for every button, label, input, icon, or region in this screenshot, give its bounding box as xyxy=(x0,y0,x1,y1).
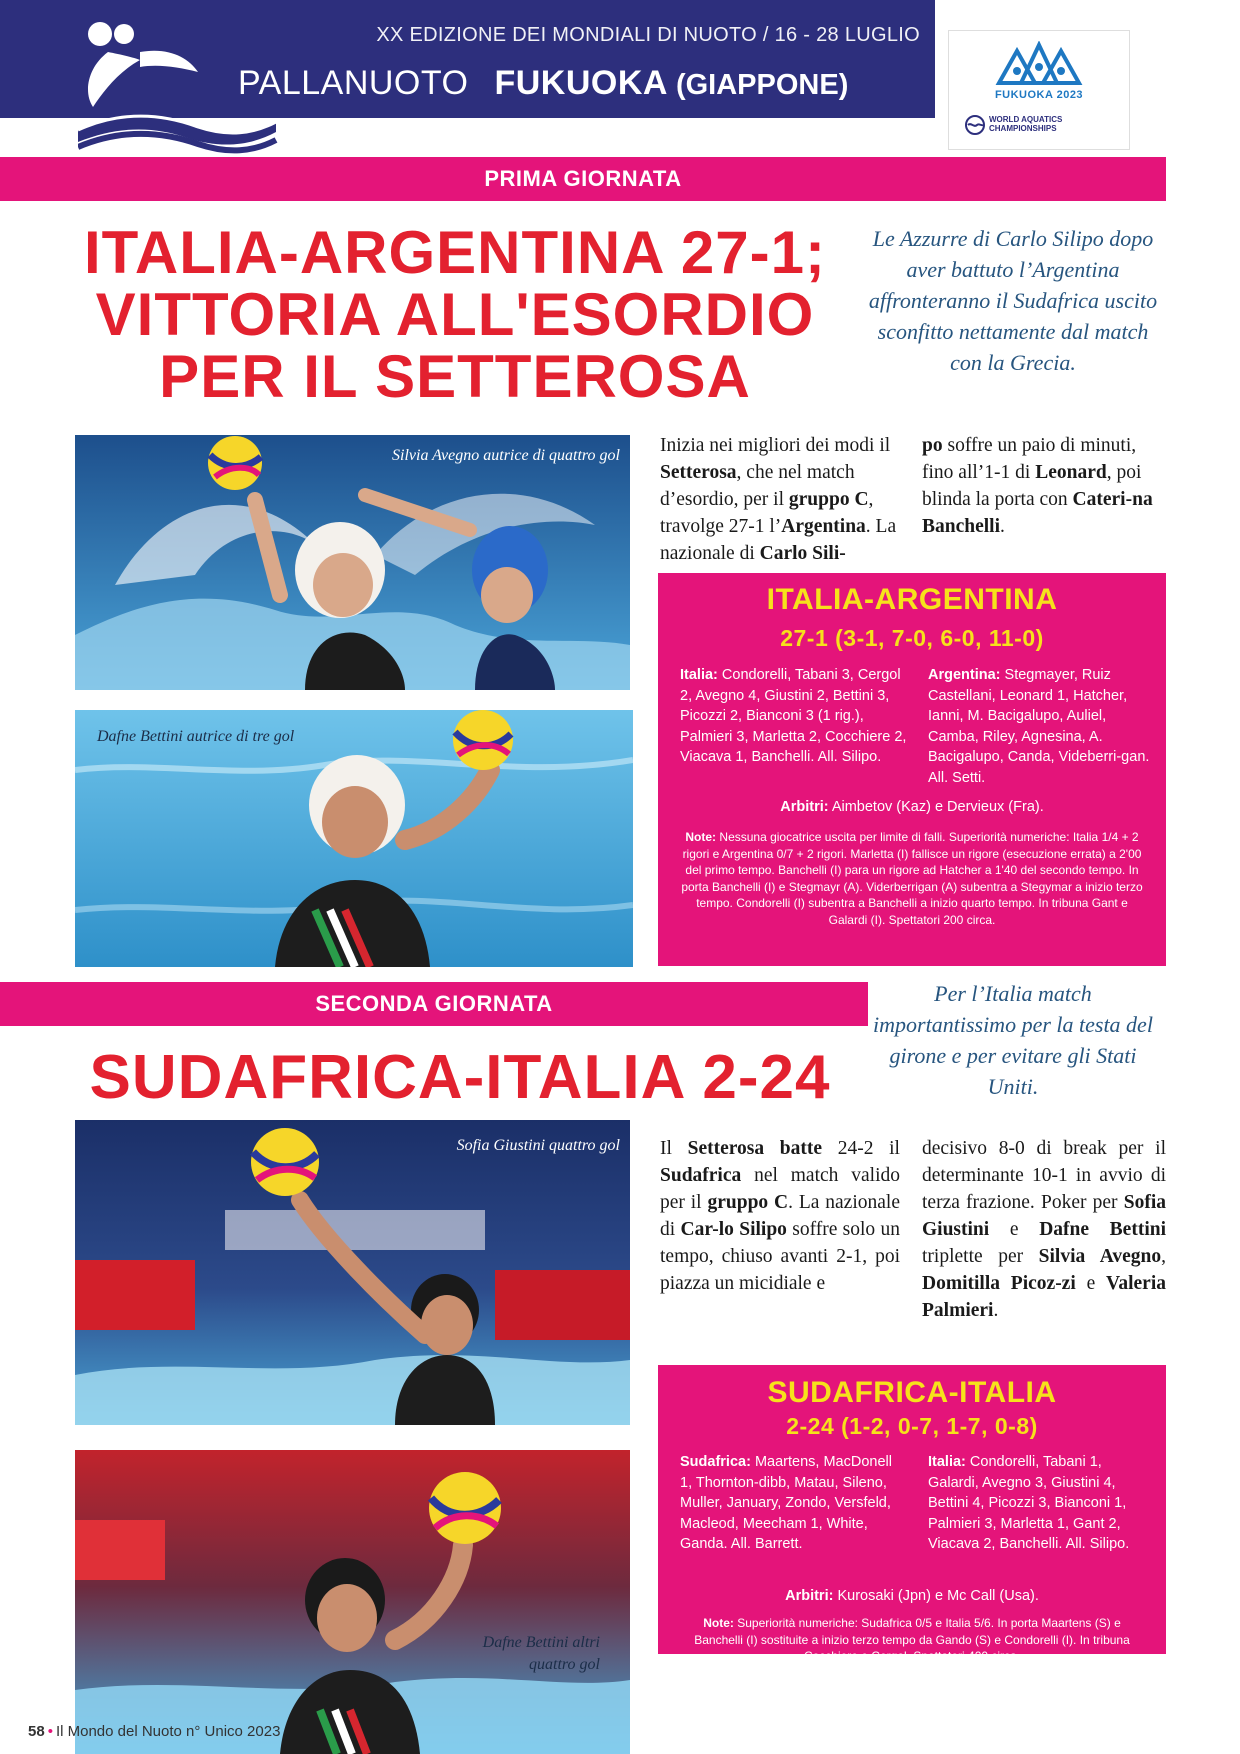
headline-1 xyxy=(60,219,850,410)
photo-caption: Dafne Bettini autrice di tre gol xyxy=(97,728,295,745)
text-run-bold: gruppo C xyxy=(707,1192,789,1213)
event-title xyxy=(238,64,918,103)
notes-text: Nessuna giocatrice uscita per limite di falli. Superiorità numeriche: Italia 1/4 + 2 rigori e Argentina 0/7 + 2 rigori. Marletta (I) fallisce un rigore (esecuzione errata) a 2'00 del primo tempo. Banchelli (I) para un rigore ad Hatcher a 1'40 del secondo tempo. In porta Banchelli (I) e Stegmayr (A). Viderberrigan (A) subentra a Stegymar a inizio terzo tempo. Condorelli (I) subentra a Banchelli a inizio quarto tempo. In tribuna Gant e Galardi (I). Spettatori 200 circa. xyxy=(681,830,1143,927)
match-box-italia-argentina xyxy=(658,573,1166,966)
text-run-bold: Dafne Bettini xyxy=(1039,1219,1167,1240)
team-players: Condorelli, Tabani 1, Galardi, Avegno 3, Giustini 4, Bettini 4, Picozzi 3, Bianconi 1, Palmieri 3, Marletta 1, Gant 2, Viacava 2, Banchelli. All. Silipo. xyxy=(928,1454,1130,1552)
photo-dafne-bettini-2 xyxy=(75,1450,630,1754)
match-box-score: 27-1 (3-1, 7-0, 6-0, 11-0) xyxy=(780,625,1044,651)
referees-label: Arbitri: xyxy=(785,1588,834,1604)
headline-1-line: VITTORIA ALL'ESORDIO xyxy=(95,281,815,348)
text-run-bold: Domitilla Picoz-zi xyxy=(922,1273,1076,1294)
team-lineup-sudafrica xyxy=(680,1452,908,1555)
text-run-bold: Silvia Avegno xyxy=(1038,1246,1162,1267)
city-label: FUKUOKA xyxy=(494,64,668,102)
text-run-bold: gruppo C xyxy=(788,489,869,510)
world-aquatics-icon xyxy=(965,115,985,135)
team-label: Sudafrica: xyxy=(680,1454,751,1470)
notes-label: Note: xyxy=(685,830,717,844)
team-players: Maartens, MacDonell 1, Thornton-dibb, Matau, Sileno, Muller, January, Zondo, Versfeld, Macleod, Meecham 1, White, Ganda. All. Barrett. xyxy=(680,1454,892,1552)
photo-caption: Silvia Avegno autrice di quattro gol xyxy=(392,447,620,464)
country-label: (GIAPPONE) xyxy=(675,69,849,101)
article-text-2b xyxy=(922,1135,1166,1324)
text-run-bold: Leonard xyxy=(1035,462,1107,483)
text-run-bold: Cateri-na Banchelli xyxy=(922,489,1153,537)
text-run: , travolge 27-1 l’ xyxy=(660,489,874,537)
notes-text: Superiorità numeriche: Sudafrica 0/5 e Italia 5/6. In porta Maartens (S) e Banchelli (I) sostituite a inizio terzo tempo da Gando (S) e Condorelli (I). In tribuna Cocchiere e Cergol. Spettatori 400 circa. xyxy=(694,1616,1130,1663)
match-notes xyxy=(680,1615,1144,1665)
publication-name: Il Mondo del Nuoto n° Unico 2023 xyxy=(55,1723,281,1740)
photo-sofia-giustini xyxy=(75,1120,630,1425)
article-text-1b xyxy=(922,432,1166,540)
team-label: Italia: xyxy=(928,1454,966,1470)
text-run-bold: Setterosa batte xyxy=(687,1138,823,1159)
text-run-bold: Setterosa xyxy=(660,462,737,483)
page-footer xyxy=(28,1723,280,1740)
text-run: , xyxy=(1161,1246,1166,1267)
text-run: nel match valido per il xyxy=(660,1165,900,1213)
separator-dot: • xyxy=(47,1723,53,1740)
sport-label: PALLANUOTO xyxy=(238,64,469,102)
text-run-bold: Sofia Giustini xyxy=(922,1192,1166,1240)
referees-names: Aimbetov (Kaz) e Dervieux (Fra). xyxy=(828,799,1044,815)
photo-silvia-avegno xyxy=(75,435,630,690)
team-lineup-italia xyxy=(928,1452,1150,1555)
text-run: e xyxy=(989,1219,1040,1240)
fukuoka-mountains-icon xyxy=(995,41,1083,87)
referees xyxy=(658,1588,1166,1604)
article-text-2a xyxy=(660,1135,900,1297)
text-run: soffre un paio di minuti, fino all’1-1 di xyxy=(922,435,1137,483)
intro-text-2: Per l’Italia match importantissimo per la testa del girone e per evitare gli Stati Uniti. xyxy=(873,981,1153,1099)
team-players: Condorelli, Tabani 3, Cergol 2, Avegno 4, Giustini 2, Bettini 3, Picozzi 2, Bianconi 3 (1 rig.), Palmieri 3, Marletta 2, Cocchiere 2, Viacava 1, Banchelli. All. Silipo. xyxy=(680,667,907,765)
referees-names: Kurosaki (Jpn) e Mc Call (Usa). xyxy=(833,1588,1039,1604)
text-run: Il xyxy=(660,1138,688,1159)
match-box-title: ITALIA-ARGENTINA xyxy=(766,583,1058,616)
photo-dafne-bettini xyxy=(75,710,633,967)
text-run: triplette per xyxy=(922,1246,1039,1267)
match-box-score: 2-24 (1-2, 0-7, 1-7, 0-8) xyxy=(786,1413,1038,1439)
headline-1-line: PER IL SETTEROSA xyxy=(159,343,751,410)
headline-1-line: ITALIA-ARGENTINA 27-1; xyxy=(84,219,826,286)
text-run: . La nazionale di xyxy=(660,1192,900,1240)
text-run-bold: Valeria Palmieri xyxy=(922,1273,1166,1321)
text-run-bold: Sudafrica xyxy=(660,1165,742,1186)
headline-2: SUDAFRICA-ITALIA 2-24 xyxy=(89,1043,831,1112)
event-logo xyxy=(948,30,1130,150)
match-box-sudafrica-italia xyxy=(658,1365,1166,1663)
text-run-bold: po xyxy=(922,435,943,456)
photo-caption: Sofia Giustini quattro gol xyxy=(456,1137,620,1154)
page-number: 58 xyxy=(28,1723,45,1740)
text-run: . xyxy=(993,1300,999,1321)
team-label: Argentina: xyxy=(928,667,1001,683)
team-label: Italia: xyxy=(680,667,718,683)
edition-line: XX EDIZIONE DEI MONDIALI DI NUOTO / 16 - 28 LUGLIO xyxy=(376,24,920,46)
text-run: . La nazionale di xyxy=(660,516,897,564)
text-run: . xyxy=(1000,516,1005,537)
section-band-prima-giornata: PRIMA GIORNATA xyxy=(0,157,1166,201)
event-logo-sub: WORLD AQUATICS CHAMPIONSHIPS xyxy=(989,115,1063,133)
text-run: e xyxy=(1075,1273,1107,1294)
referees xyxy=(658,799,1166,815)
match-notes xyxy=(680,829,1144,928)
notes-label: Note: xyxy=(703,1616,734,1630)
referees-label: Arbitri: xyxy=(780,799,829,815)
text-run: decisivo 8-0 di break per il determinante 10-1 in avvio di terza frazione. Poker per xyxy=(922,1138,1166,1213)
photo-caption: Dafne Bettini altri quattro gol xyxy=(482,1634,600,1673)
team-players: Stegmayer, Ruiz Castellani, Leonard 1, Hatcher, Ianni, M. Bacigalupo, Auliel, Camba, Riley, Agnesina, A. Bacigalupo, Canda, Videberri-gan. All. Setti. xyxy=(928,667,1150,786)
text-run: soffre solo un tempo, chiuso avanti 2-1, poi piazza un micidiale e xyxy=(660,1219,900,1294)
text-run-bold: Carlo Sili- xyxy=(759,543,846,564)
text-run: 24-2 il xyxy=(822,1138,900,1159)
text-run: , poi blinda la porta con xyxy=(922,462,1142,510)
text-run: , che nel match d’esordio, per il xyxy=(660,462,855,510)
team-lineup-italia xyxy=(680,665,908,768)
match-box-title: SUDAFRICA-ITALIA xyxy=(767,1376,1057,1409)
section-band-seconda-giornata: SECONDA GIORNATA xyxy=(0,982,868,1026)
intro-text-1: Le Azzurre di Carlo Silipo dopo aver battuto l’Argentina affronteranno il Sudafrica uscito sconfitto nettamente dal match con la Grecia. xyxy=(868,226,1158,375)
text-run-bold: Argentina xyxy=(781,516,866,537)
team-lineup-argentina xyxy=(928,665,1150,788)
text-run-bold: Car-lo Silipo xyxy=(680,1219,787,1240)
text-run: Inizia nei migliori dei modi il xyxy=(660,435,891,456)
article-text-1a xyxy=(660,432,900,567)
event-logo-text: FUKUOKA 2023 xyxy=(994,89,1084,101)
